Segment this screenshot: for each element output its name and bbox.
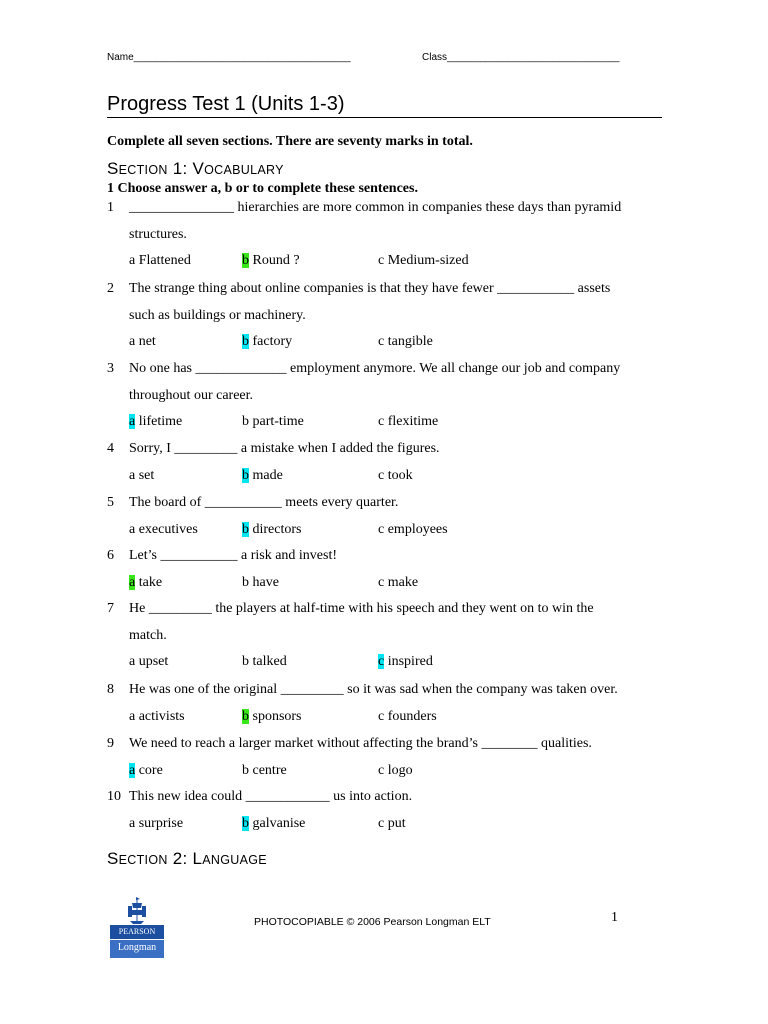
option-a[interactable] <box>129 762 163 780</box>
pearson-longman-logo <box>110 895 164 957</box>
option-letter: b <box>242 522 249 537</box>
logo-pearson: PEARSON <box>110 925 164 939</box>
instructions: Complete all seven sections. There are seventy marks in total. <box>107 134 473 149</box>
question-text: He _________ the players at half-time with his speech and they went on to win the <box>129 601 594 616</box>
question-number: 2 <box>107 281 114 296</box>
question-number: 5 <box>107 495 114 510</box>
option-a[interactable] <box>129 653 168 671</box>
option-text: have <box>249 575 279 590</box>
question-text: _______________ hierarchies are more common in companies these days than pyramid <box>129 200 622 215</box>
option-letter: b <box>242 654 249 669</box>
section-2-rest1: ECTION <box>118 853 168 867</box>
option-letter: c <box>378 763 385 778</box>
option-letter: b <box>242 816 249 831</box>
option-a[interactable] <box>129 413 182 431</box>
option-letter: c <box>378 253 385 268</box>
option-b[interactable] <box>242 815 305 833</box>
option-letter: a <box>129 334 136 349</box>
question-text: Let’s ___________ a risk and invest! <box>129 548 338 563</box>
option-c[interactable] <box>378 708 437 726</box>
option-a[interactable] <box>129 708 185 726</box>
option-b[interactable] <box>242 413 304 431</box>
option-letter: c <box>378 654 385 669</box>
question-text: No one has _____________ employment anymore. We all change our job and company <box>129 361 621 376</box>
option-text: core <box>135 763 163 778</box>
option-b[interactable] <box>242 333 292 351</box>
option-b[interactable] <box>242 708 302 726</box>
option-a[interactable] <box>129 815 183 833</box>
option-letter: a <box>129 709 136 724</box>
option-letter: b <box>242 709 249 724</box>
section-2-cap2: L <box>192 849 203 868</box>
question-number: 10 <box>107 789 121 804</box>
option-b[interactable] <box>242 521 301 539</box>
option-b[interactable] <box>242 574 279 592</box>
option-b[interactable] <box>242 653 287 671</box>
option-text: set <box>135 468 155 483</box>
question-number: 4 <box>107 441 114 456</box>
section-2-rest2: ANGUAGE <box>202 853 267 867</box>
option-c[interactable] <box>378 413 438 431</box>
option-letter: b <box>242 414 249 429</box>
option-text: talked <box>249 654 287 669</box>
option-letter: c <box>378 522 385 537</box>
option-b[interactable] <box>242 467 283 485</box>
option-text: part-time <box>249 414 304 429</box>
section-1-cap2: V <box>192 159 205 178</box>
option-text: put <box>384 816 406 831</box>
option-letter: b <box>242 575 249 590</box>
option-letter: c <box>378 468 385 483</box>
option-c[interactable] <box>378 574 418 592</box>
section-1-rest2: OCABULARY <box>204 163 284 177</box>
option-letter: a <box>129 575 136 590</box>
question-text: We need to reach a larger market without affecting the brand’s ________ qualities. <box>129 736 592 751</box>
question-text: throughout our career. <box>129 388 254 403</box>
option-c[interactable] <box>378 815 406 833</box>
option-text: Flattened <box>135 253 191 268</box>
class-field[interactable]: Class_______________________________ <box>422 52 620 63</box>
question-text: such as buildings or machinery. <box>129 308 306 323</box>
option-letter: a <box>129 253 136 268</box>
option-a[interactable] <box>129 521 198 539</box>
option-c[interactable] <box>378 762 413 780</box>
option-c[interactable] <box>378 653 433 671</box>
section-2-cap1: S <box>107 849 119 868</box>
question-text: Sorry, I _________ a mistake when I added the figures. <box>129 441 440 456</box>
option-letter: a <box>129 763 136 778</box>
option-text: Medium-sized <box>384 253 469 268</box>
footer-copyright: PHOTOCOPIABLE © 2006 Pearson Longman ELT <box>254 916 491 928</box>
option-text: net <box>135 334 156 349</box>
option-text: centre <box>249 763 287 778</box>
section-2-heading <box>107 849 267 869</box>
option-c[interactable] <box>378 467 413 485</box>
option-a[interactable] <box>129 333 156 351</box>
option-text: activists <box>135 709 185 724</box>
option-text: sponsors <box>249 709 302 724</box>
option-letter: a <box>129 414 136 429</box>
option-a[interactable] <box>129 252 191 270</box>
option-letter: c <box>378 816 385 831</box>
option-text: take <box>135 575 163 590</box>
option-letter: a <box>129 522 136 537</box>
option-a[interactable] <box>129 574 162 592</box>
option-letter: b <box>242 468 249 483</box>
question-number: 3 <box>107 361 114 376</box>
question-number: 7 <box>107 601 114 616</box>
option-letter: c <box>378 709 385 724</box>
section-1-cap1: S <box>107 159 119 178</box>
option-text: flexitime <box>384 414 439 429</box>
section-1-rest1: ECTION <box>118 163 168 177</box>
option-letter: b <box>242 253 249 268</box>
question-number: 9 <box>107 736 114 751</box>
option-text: make <box>384 575 419 590</box>
option-text: tangible <box>384 334 433 349</box>
option-letter: a <box>129 468 136 483</box>
option-text: inspired <box>384 654 433 669</box>
name-field[interactable]: Name_______________________________________ <box>107 52 351 63</box>
option-text: Round ? <box>249 253 300 268</box>
option-text: factory <box>249 334 293 349</box>
option-b[interactable] <box>242 762 287 780</box>
option-c[interactable] <box>378 252 469 270</box>
page-title: Progress Test 1 (Units 1-3) <box>107 93 345 115</box>
option-letter: c <box>378 575 385 590</box>
option-text: surprise <box>135 816 184 831</box>
option-letter: b <box>242 763 249 778</box>
section-2-num: 2: <box>167 849 193 868</box>
option-letter: b <box>242 334 249 349</box>
option-text: directors <box>249 522 302 537</box>
question-text: He was one of the original _________ so it was sad when the company was taken over. <box>129 682 618 697</box>
option-letter: c <box>378 414 385 429</box>
option-text: galvanise <box>249 816 306 831</box>
option-letter: a <box>129 654 136 669</box>
question-number: 1 <box>107 200 114 215</box>
option-letter: a <box>129 816 136 831</box>
question-text: This new idea could ____________ us into action. <box>129 789 413 804</box>
question-number: 6 <box>107 548 114 563</box>
logo-longman: Longman <box>110 939 164 958</box>
task-instruction: 1 Choose answer a, b or to complete these sentences. <box>107 181 418 196</box>
option-text: employees <box>384 522 448 537</box>
option-text: made <box>249 468 283 483</box>
question-text: structures. <box>129 227 187 242</box>
question-text: The board of ___________ meets every quarter. <box>129 495 399 510</box>
option-text: lifetime <box>135 414 183 429</box>
option-letter: c <box>378 334 385 349</box>
option-b[interactable] <box>242 252 300 270</box>
question-text: match. <box>129 628 167 643</box>
ship-icon <box>110 895 164 925</box>
option-a[interactable] <box>129 467 154 485</box>
option-c[interactable] <box>378 521 448 539</box>
option-text: founders <box>384 709 437 724</box>
option-c[interactable] <box>378 333 433 351</box>
option-text: upset <box>135 654 169 669</box>
option-text: logo <box>384 763 413 778</box>
section-1-num: 1: <box>167 159 193 178</box>
page-number: 1 <box>611 910 618 925</box>
option-text: took <box>384 468 413 483</box>
option-text: executives <box>135 522 198 537</box>
question-text: The strange thing about online companies is that they have fewer ___________ assets <box>129 281 611 296</box>
question-number: 8 <box>107 682 114 697</box>
